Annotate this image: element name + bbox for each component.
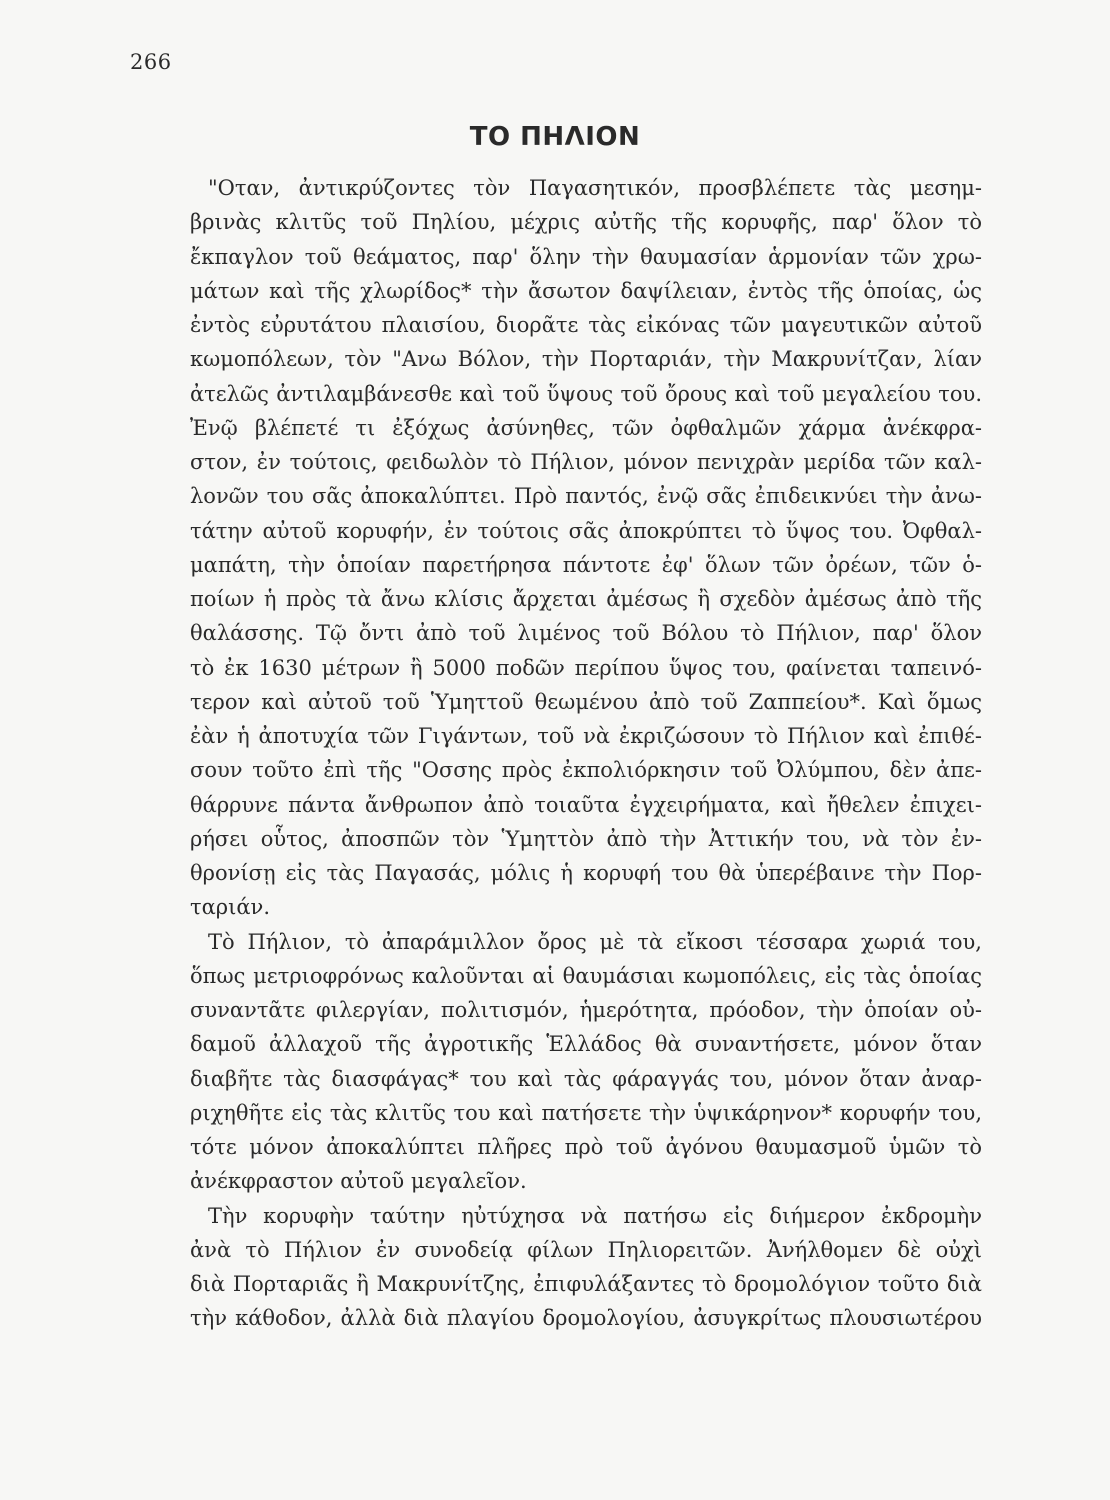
text-line: τὴν κάθοδον, ἀλλὰ διὰ πλαγίου δρομολογίου, ἀσυγκρίτως πλουσιωτέρου	[190, 1306, 982, 1331]
text-line: ποίων ἡ πρὸς τὰ ἄνω κλίσις ἄρχεται ἀμέσως ἢ σχεδὸν ἀμέσως ἀπὸ τῆς	[190, 587, 982, 611]
text-line: ἀτελῶς ἀντιλαμβάνεσθε καὶ τοῦ ὕψους τοῦ ὄρους καὶ τοῦ μεγαλείου του.	[190, 381, 982, 406]
text-line: ἐὰν ἡ ἀποτυχία τῶν Γιγάντων, τοῦ νὰ ἐκριζώσουν τὸ Πήλιον καὶ ἐπιθέ-	[190, 724, 982, 748]
text-line: ἀνὰ τὸ Πήλιον ἐν συνοδείᾳ φίλων Πηλιορειτῶν. Ἀνήλθομεν δὲ οὐχὶ	[190, 1237, 982, 1262]
text-line: "Οταν, ἀντικρύζοντες τὸν Παγασητικόν, προσβλέπετε τὰς μεσημ-	[208, 176, 982, 200]
text-line: θρονίσῃ εἰς τὰς Παγασάς, μόλις ἡ κορυφή του θὰ ὑπερέβαινε τὴν Πορ-	[190, 861, 982, 885]
text-line: στον, ἐν τούτοις, φειδωλὸν τὸ Πήλιον, μόνον πενιχρὰν μερίδα τῶν καλ-	[190, 450, 982, 474]
text-line: Τὸ Πήλιον, τὸ ἀπαράμιλλον ὄρος μὲ τὰ εἴκοσι τέσσαρα χωριά του,	[208, 929, 982, 954]
text-line: τότε μόνον ἀποκαλύπτει πλῆρες πρὸ τοῦ ἀγόνου θαυμασμοῦ ὑμῶν τὸ	[190, 1135, 982, 1159]
text-line: μαπάτη, τὴν ὁποίαν παρετήρησα πάντοτε ἐφ' ὅλων τῶν ὀρέων, τῶν ὁ-	[190, 552, 982, 577]
text-line: ρήσει οὗτος, ἀποσπῶν τὸν Ὑμηττὸν ἀπὸ τὴν Ἀττικήν του, νὰ τὸν ἐν-	[190, 826, 982, 851]
text-line: διὰ Πορταριᾶς ἢ Μακρυνίτζης, ἐπιφυλάξαντες τὸ δρομολόγιον τοῦτο διὰ	[190, 1272, 982, 1296]
text-line: ταριάν.	[190, 895, 271, 920]
text-line: σουν τοῦτο ἐπὶ τῆς "Οσσης πρὸς ἐκπολιόρκησιν τοῦ Ὀλύμπου, δὲν ἀπε-	[190, 758, 982, 783]
page-title: ΤΟ ΠΗΛΙΟΝ	[469, 122, 641, 152]
text-line: βρινὰς κλιτῦς τοῦ Πηλίου, μέχρις αὐτῆς τῆς κορυφῆς, παρ' ὅλον τὸ	[190, 210, 982, 235]
text-line: δαμοῦ ἀλλαχοῦ τῆς ἀγροτικῆς Ἑλλάδος θὰ συναντήσετε, μόνον ὅταν	[190, 1032, 982, 1057]
text-line: ἀνέκφραστον αὐτοῦ μεγαλεῖον.	[190, 1169, 527, 1194]
text-line: ἔκπαγλον τοῦ θεάματος, παρ' ὅλην τὴν θαυμασίαν ἁρμονίαν τῶν χρω-	[190, 244, 982, 269]
text-line: διαβῆτε τὰς διασφάγας* του καὶ τὰς φάραγγάς του, μόνον ὅταν ἀναρ-	[190, 1066, 982, 1091]
text-line: τὸ ἐκ 1630 μέτρων ἢ 5000 ποδῶν περίπου ὕψος του, φαίνεται ταπεινό-	[190, 655, 982, 680]
text-line: ἐντὸς εὐρυτάτου πλαισίου, διορᾶτε τὰς εἰκόνας τῶν μαγευτικῶν αὐτοῦ	[190, 313, 982, 337]
text-line: συναντᾶτε φιλεργίαν, πολιτισμόν, ἡμερότητα, πρόοδον, τὴν ὁποίαν οὐ-	[190, 998, 982, 1022]
text-line: μάτων καὶ τῆς χλωρίδος* τὴν ἄσωτον δαψίλειαν, ἐντὸς τῆς ὁποίας, ὡς	[190, 278, 982, 303]
text-line: θάρρυνε πάντα ἄνθρωπον ἀπὸ τοιαῦτα ἐγχειρήματα, καὶ ἤθελεν ἐπιχει-	[190, 792, 982, 817]
text-line: τάτην αὐτοῦ κορυφήν, ἐν τούτοις σᾶς ἀποκρύπτει τὸ ὕψος του. Ὀφθαλ-	[190, 518, 982, 543]
text-line: τερον καὶ αὐτοῦ τοῦ Ὑμηττοῦ θεωμένου ἀπὸ τοῦ Ζαππείου*. Καὶ ὅμως	[190, 689, 982, 714]
text-line: ριχηθῆτε εἰς τὰς κλιτῦς του καὶ πατήσετε τὴν ὑψικάρηνον* κορυφήν του,	[190, 1100, 982, 1125]
page-number: 266	[130, 50, 172, 74]
text-line: θαλάσσης. Τῷ ὄντι ἀπὸ τοῦ λιμένος τοῦ Βόλου τὸ Πήλιον, παρ' ὅλον	[190, 621, 982, 646]
body-text	[190, 171, 982, 1336]
text-line: Τὴν κορυφὴν ταύτην ηὐτύχησα νὰ πατήσω εἰς διήμερον ἐκδρομὴν	[208, 1203, 982, 1228]
text-line: λονῶν του σᾶς ἀποκαλύπτει. Πρὸ παντός, ἐνῷ σᾶς ἐπιδεικνύει τὴν ἀνω-	[190, 484, 982, 509]
text-line: ὅπως μετριοφρόνως καλοῦνται αἱ θαυμάσιαι κωμοπόλεις, εἰς τὰς ὁποίας	[190, 963, 982, 988]
text-line: Ἐνῷ βλέπετέ τι ἐξόχως ἀσύνηθες, τῶν ὀφθαλμῶν χάρμα ἀνέκφρα-	[190, 415, 982, 440]
text-line: κωμοπόλεων, τὸν "Ανω Βόλον, τὴν Πορταριάν, τὴν Μακρυνίτζαν, λίαν	[190, 347, 982, 372]
